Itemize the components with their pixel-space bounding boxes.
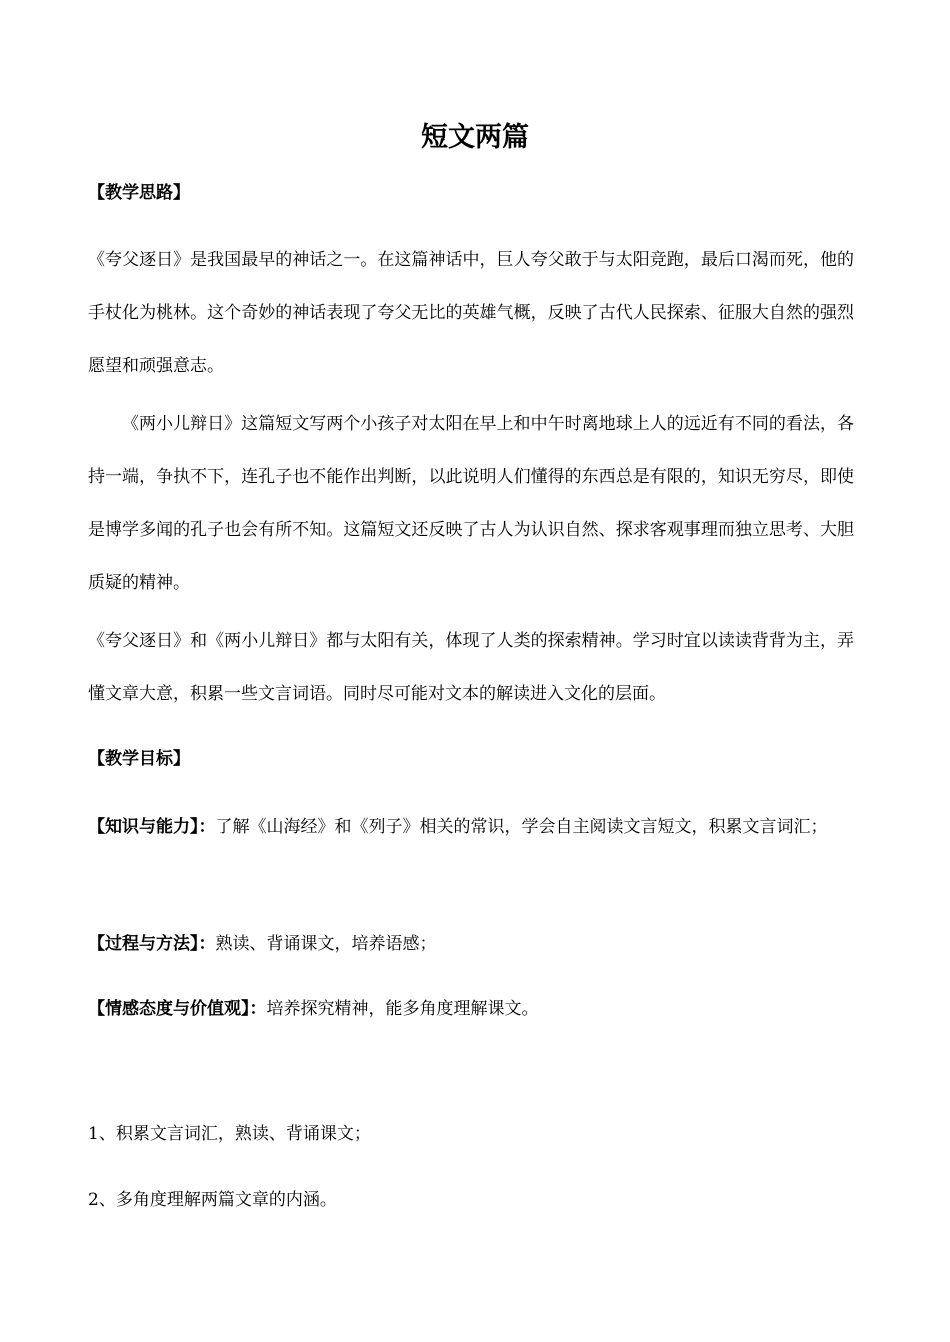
paragraph-kuafu: 《夸父逐日》是我国最早的神话之一。在这篇神话中，巨人夸父敢于与太阳竞跑，最后口渴而死，他的手杖化为桃林。这个奇妙的神话表现了夸父无比的英雄气概，反映了古代人民探索、征服大自然的强烈愿望和顽强意志。 — [88, 250, 854, 376]
section-heading-goals: 【教学目标】 — [88, 749, 190, 769]
list-item: 1、积累文言词汇，熟读、背诵课文； — [88, 1124, 371, 1144]
goal-label: 【过程与方法】： — [88, 934, 216, 954]
goal-label: 【知识与能力】： — [88, 817, 216, 837]
goal-knowledge — [88, 801, 854, 854]
goal-text: 了解《山海经》和《列子》相关的常识，学会自主阅读文言短文，积累文言词汇； — [215, 817, 828, 837]
goal-label: 【情感态度与价值观】： — [88, 999, 267, 1019]
list-item: 2、多角度理解两篇文章的内涵。 — [88, 1190, 337, 1210]
goal-attitude — [88, 983, 854, 1036]
paragraph-liangxiaoer: 《两小儿辩日》这篇短文写两个小孩子对太阳在早上和中午时离地球上人的远近有不同的看法，各持一端，争执不下，连孔子也不能作出判断，以此说明人们懂得的东西总是有限的，知识无穷尽，即使是博学多闻的孔子也会有所不知。这篇短文还反映了古人为认识自然、探求客观事理而独立思考、大胆质疑的精神。 — [88, 414, 854, 593]
document-title: 短文两篇 — [421, 122, 529, 153]
paragraph-summary: 《夸父逐日》和《两小儿辩日》都与太阳有关，体现了人类的探索精神。学习时宜以读读背背为主，弄懂文章大意，积累一些文言词语。同时尽可能对文本的解读进入文化的层面。 — [88, 631, 854, 704]
goal-text: 培养探究精神，能多角度理解课文。 — [266, 999, 539, 1019]
goal-process — [88, 918, 854, 971]
goal-text: 熟读、背诵课文，培养语感； — [215, 934, 437, 954]
section-heading-approach: 【教学思路】 — [88, 183, 190, 203]
